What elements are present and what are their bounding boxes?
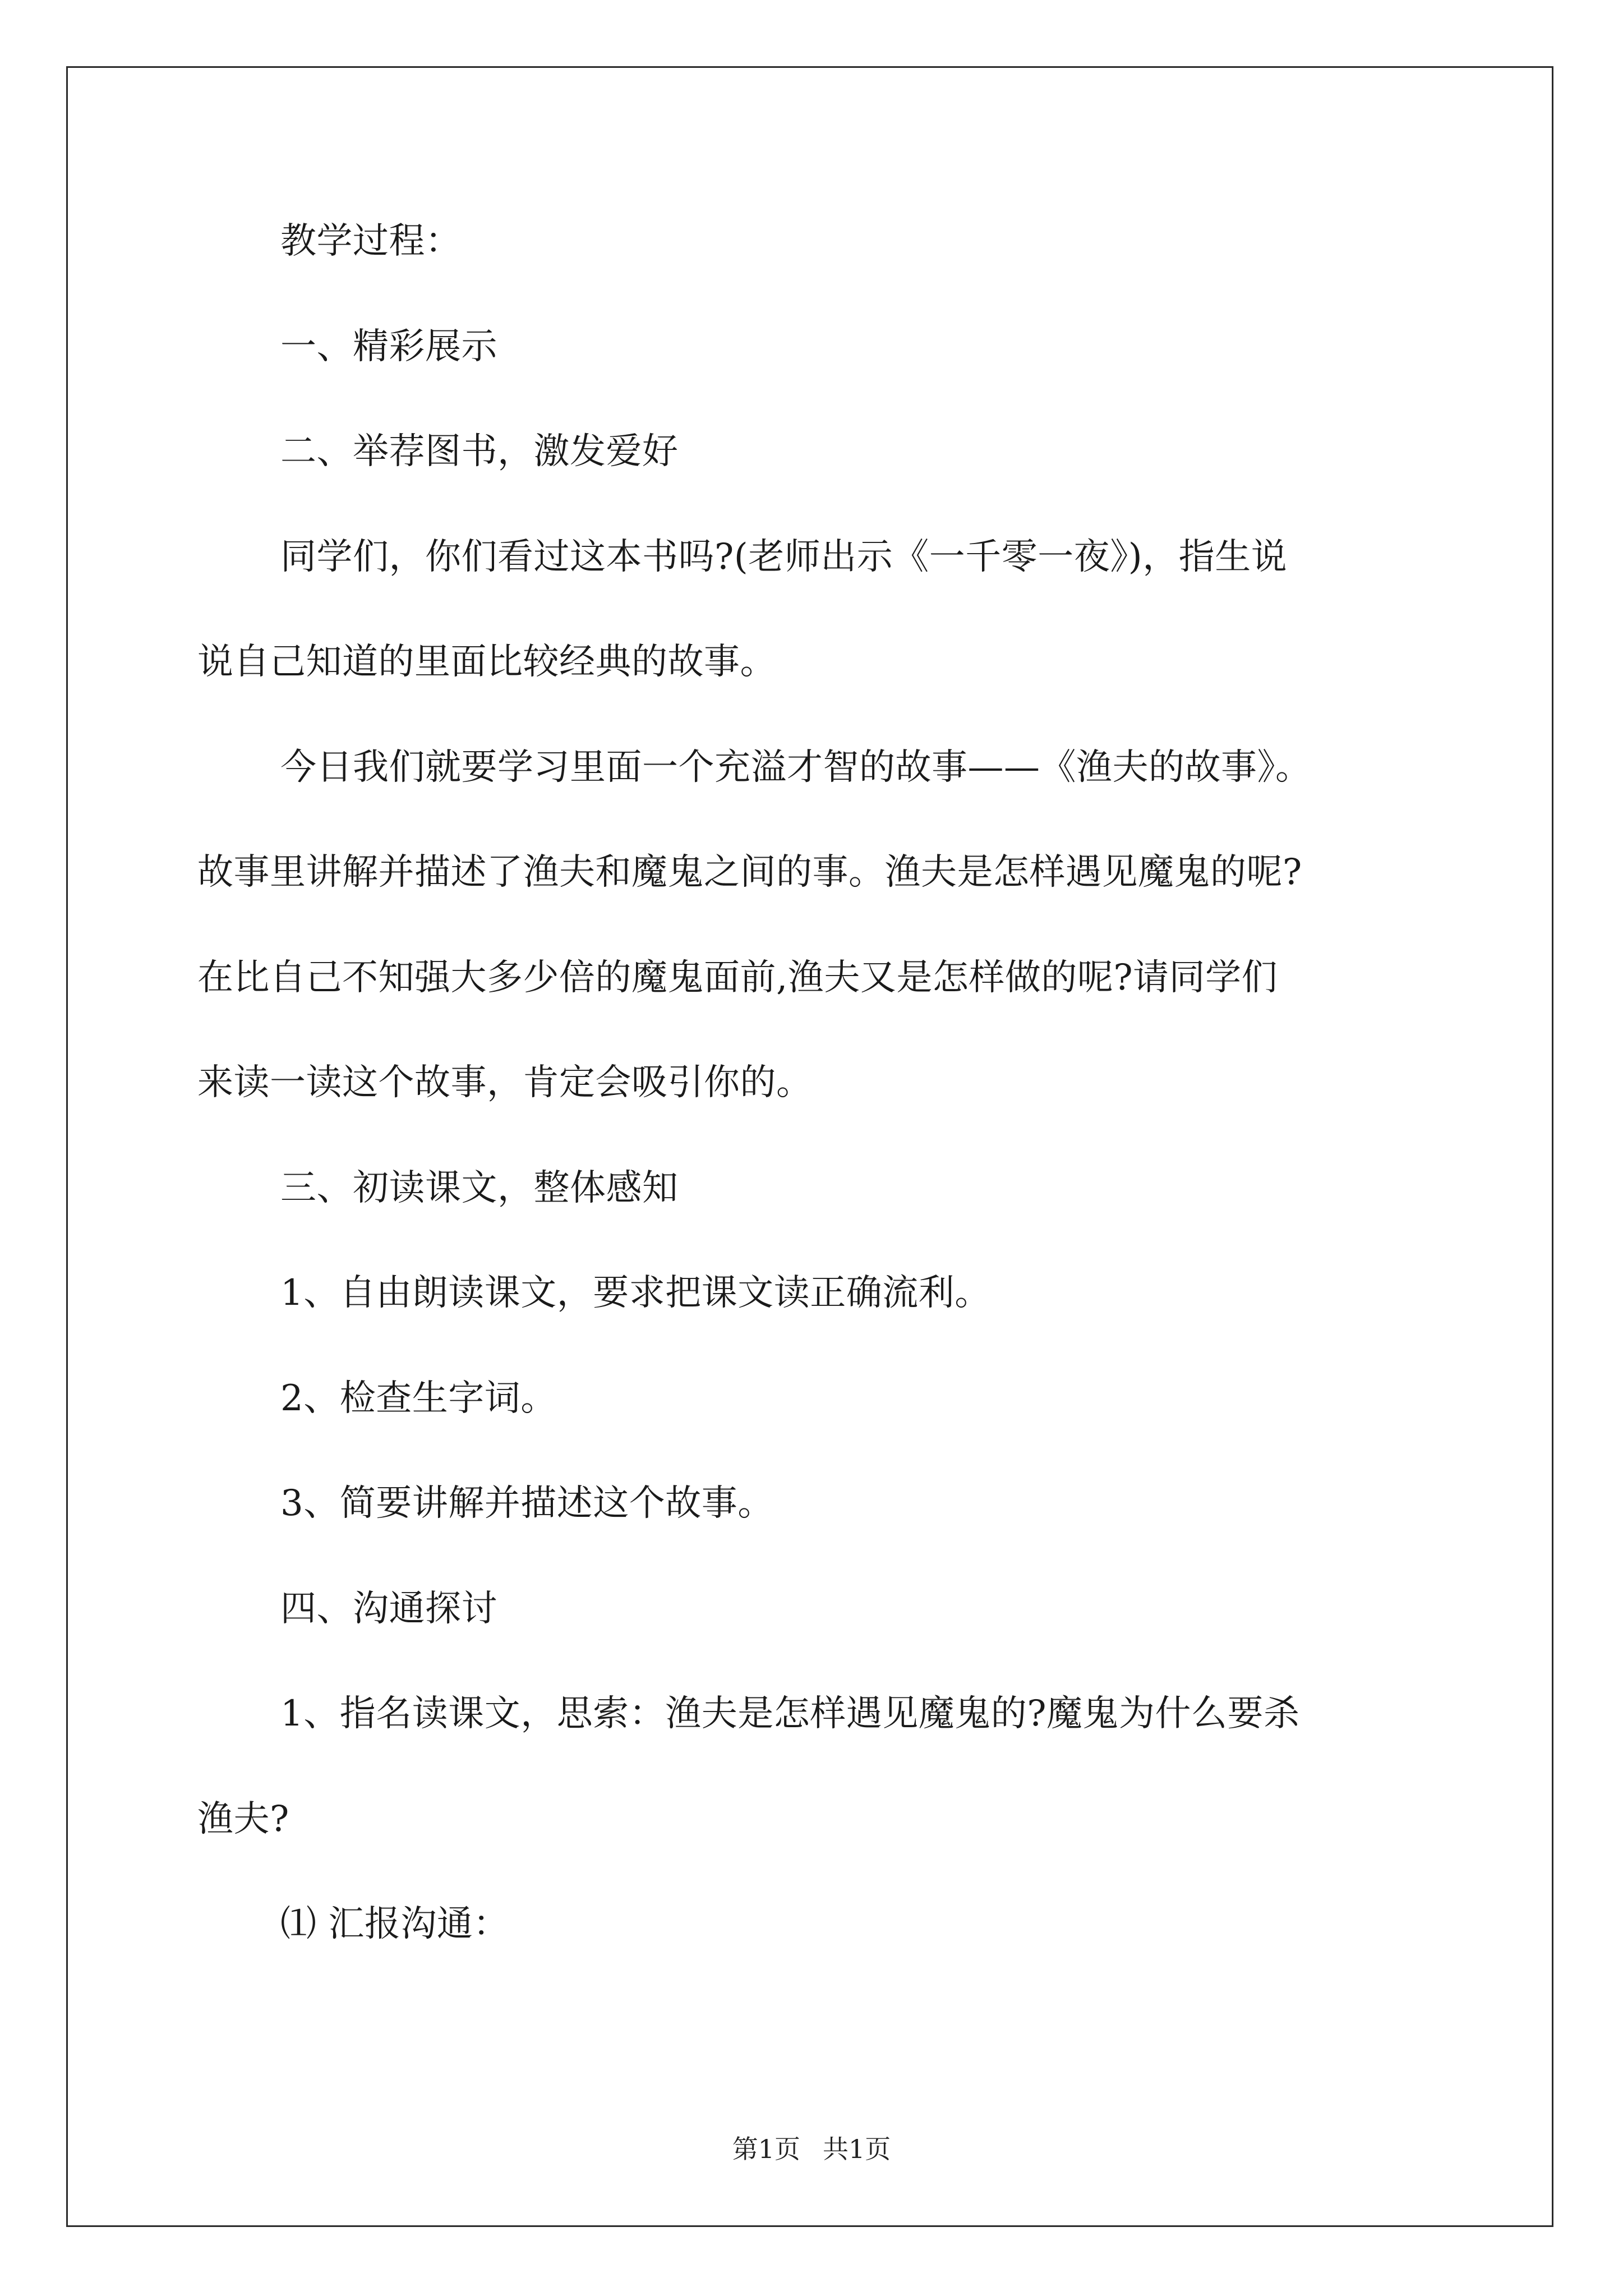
- paragraph-line: 1、自由朗读课文，要求把课文读正确流利。: [280, 1272, 991, 1314]
- paragraph-line: 1、指名读课文，思索：渔夫是怎样遇见魔鬼的?魔鬼为什么要杀: [280, 1693, 1300, 1734]
- paragraph-line: 2、检查生字词。: [280, 1377, 557, 1419]
- paragraph-line: 来读一读这个故事，肯定会吸引你的。: [197, 1062, 813, 1103]
- paragraph-line: 四、沟通探讨: [280, 1588, 497, 1630]
- paragraph-line: 故事里讲解并描述了渔夫和魔鬼之间的事。渔夫是怎样遇见魔鬼的呢?: [197, 852, 1302, 893]
- paragraph-line: 三、初读课文，整体感知: [280, 1167, 679, 1209]
- paragraph-line: 同学们，你们看过这本书吗?(老师出示《一千零一夜》)，指生说: [280, 536, 1288, 578]
- paragraph-line: 渔夫?: [197, 1798, 289, 1840]
- document-body: [197, 219, 1498, 2007]
- paragraph-line: 在比自己不知强大多少倍的魔鬼面前,渔夫又是怎样做的呢?请同学们: [197, 956, 1278, 999]
- paragraph-line: 3、简要讲解并描述这个故事。: [280, 1483, 774, 1524]
- page-total: 共1页: [823, 2134, 891, 2164]
- page-number: 第1页: [732, 2134, 800, 2164]
- paragraph-line: 说自己知道的里面比较经典的故事。: [197, 641, 776, 683]
- paragraph-line: 教学过程：: [280, 220, 462, 262]
- page-footer: [0, 2129, 1623, 2166]
- paragraph-line: 一、精彩展示: [280, 325, 497, 367]
- paragraph-line: 今日我们就要学习里面一个充溢才智的故事——《渔夫的故事》。: [280, 746, 1312, 788]
- paragraph-line: ⑴ 汇报沟通：: [280, 1903, 509, 1945]
- paragraph-line: 二、举荐图书，激发爱好: [280, 431, 679, 472]
